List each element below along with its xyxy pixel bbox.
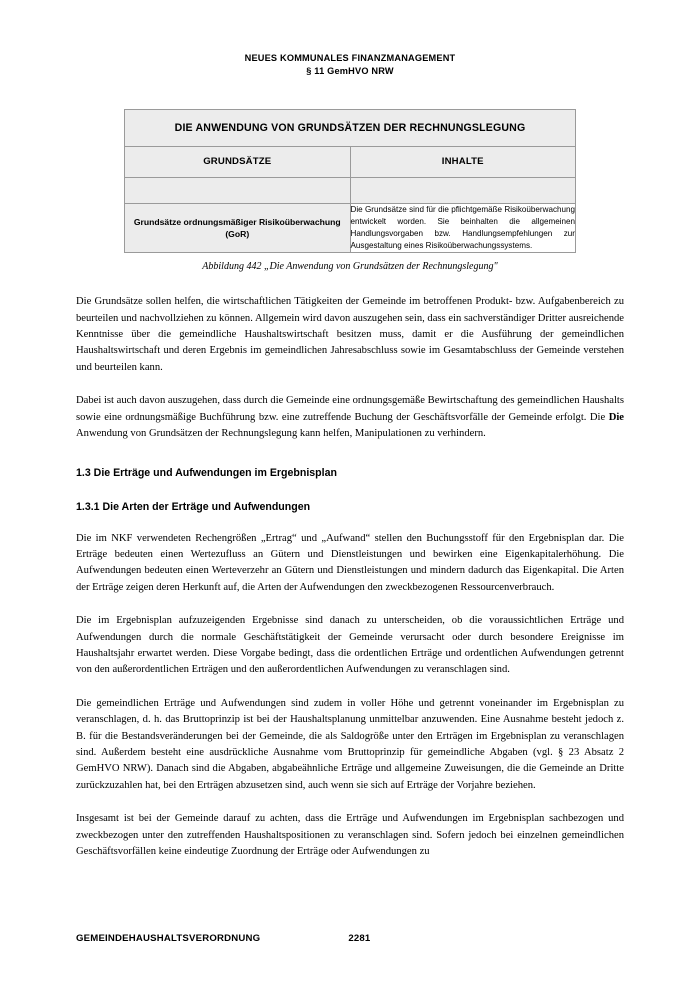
paragraph-2-bold: Die [608, 411, 624, 423]
figure-column-header-right: INHALTE [350, 146, 576, 177]
footer-page-number: 2281 [348, 933, 371, 944]
section-heading-1-3-1: 1.3.1 Die Arten der Erträge und Aufwendungen [76, 500, 311, 513]
paragraph-3: Die im NKF verwendeten Rechengrößen „Ertrag“ und „Aufwand“ stellen den Buchungsstoff für den Ergebnisplan dar. Die Erträge bedeuten einen Wertezufluss an Gütern und Dienstleistungen und bewirken eine Eigenkapitalerhöhung. Die Aufwendungen bedeuten einen Werteverzehr an Gütern und Dienstleistungen und mindern dadurch das Eigenkapital. Die Arten der Erträge zeigen deren Herkunft auf, die Arten der Aufwendungen den zweckbezogenen Ressourcenverbrauch. [76, 532, 624, 593]
paragraph-1: Die Grundsätze sollen helfen, die wirtschaftlichen Tätigkeiten der Gemeinde im betroffenen Produkt- bzw. Aufgabenbereich zu beurteilen und nachvollziehen zu können. Allgemein wird davon auszugehen sein, dass ein sachverständiger Dritter ausreichende Kenntnisse über die gemeindliche Haushaltswirtschaft besitzen muss, damit er die Ausführung der gemeindlichen Haushaltswirtschaft und deren Ergebnis im gemeindlichen Jahresabschluss sowie im Gesamtabschluss der Gemeinde verstehen und beurteilen kann. [76, 296, 624, 373]
paragraph-5: Die gemeindlichen Erträge und Aufwendungen sind zudem in voller Höhe und getrennt voneinander im Ergebnisplan zu veranschlagen, d. h. das Bruttoprinzip ist bei der Haushaltsplanung unmittelbar anzuwenden. Eine Ausnahme besteht jedoch z. B. für die Bestandsveränderungen bei der Gemeinde, die als Saldogröße unter den Erträgen im Ergebnisplan zu veranschlagen sind. Außerdem besteht eine ausdrückliche Ausnahme vom Bruttoprinzip für gemeindliche Abgaben (vgl. § 23 Absatz 2 GemHVO NRW). Danach sind die Abgaben, abgabeähnliche Erträge und allgemeine Zuweisungen, die die Gemeinde an Dritte zurückzuzahlen hat, bei den Erträgen abzusetzen sind, auch wenn sie sich auf Erträge der Vorjahre beziehen. [76, 697, 624, 791]
figure-column-header-left: GRUNDSÄTZE [125, 146, 351, 177]
figure-cell-left-empty [125, 177, 351, 203]
figure-title: DIE ANWENDUNG VON GRUNDSÄTZEN DER RECHNUNGSLEGUNG [125, 109, 576, 146]
figure-header-row [125, 146, 576, 177]
figure-caption: Abbildung 442 „Die Anwendung von Grundsätzen der Rechnungslegung" [202, 261, 498, 273]
figure-table [124, 109, 576, 254]
section-heading-1-3: 1.3 Die Erträge und Aufwendungen im Ergebnisplan [76, 466, 337, 479]
header-line-2: § 11 GemHVO NRW [306, 66, 394, 77]
paragraph-2 [76, 393, 624, 442]
paragraph-2-part-2: Anwendung von Grundsätzen der Rechnungslegung kann helfen, Manipulationen zu verhindern. [76, 428, 486, 440]
figure-cell-grundsaetze: Grundsätze ordnungsmäßiger Risikoüberwachung (GoR) [125, 203, 351, 253]
paragraph-6: Insgesamt ist bei der Gemeinde darauf zu achten, dass die Erträge und Aufwendungen im Ergebnisplan sachbezogen und zweckbezogen unter den zutreffenden Haushaltspositionen zu veranschlagen sind. Sofern jedoch bei einzelnen gemeindlichen Geschäftsvorfällen keine eindeutige Zuordnung der Erträge oder Aufwendungen zu [76, 813, 624, 857]
header-line-1: NEUES KOMMUNALES FINANZMANAGEMENT [244, 53, 456, 63]
figure-cell-right-empty [350, 177, 576, 203]
page-footer [76, 933, 624, 944]
table-row [125, 203, 576, 253]
figure-cell-inhalte: Die Grundsätze sind für die pflichtgemäße Risikoüberwachung entwickelt worden. Sie beinhalten die allgemeinen Handlungsvorgaben bzw. Handlungsempfehlungen zur Ausgestaltung eines Risikoüberwachungssystems. [350, 203, 576, 253]
footer-title: GEMEINDEHAUSHALTSVERORDNUNG [76, 933, 261, 944]
figure-title-row [125, 109, 576, 146]
paragraph-2-part-1: Dabei ist auch davon auszugehen, dass durch die Gemeinde eine ordnungsgemäße Bewirtschaftung des gemeindlichen Haushalts sowie eine ordnungsmäßige Buchführung bzw. eine zutreffende Buchung der Geschäftsvorfälle der Gemeinde erfolgt. Die [76, 395, 624, 423]
table-row [125, 177, 576, 203]
page-header [76, 52, 624, 79]
paragraph-4: Die im Ergebnisplan aufzuzeigenden Ergebnisse sind danach zu unterscheiden, ob die voraussichtlichen Erträge und Aufwendungen durch die normale Geschäftstätigkeit der Gemeinde verursacht oder durch besondere Ereignisse im Haushaltsjahr erwartet werden. Diese Vorgabe bedingt, dass die ordentlichen Erträge und ordentlichen Aufwendungen getrennt von den außerordentlichen Erträgen und den außerordentlichen Aufwendungen zu veranschlagen sind. [76, 615, 624, 676]
